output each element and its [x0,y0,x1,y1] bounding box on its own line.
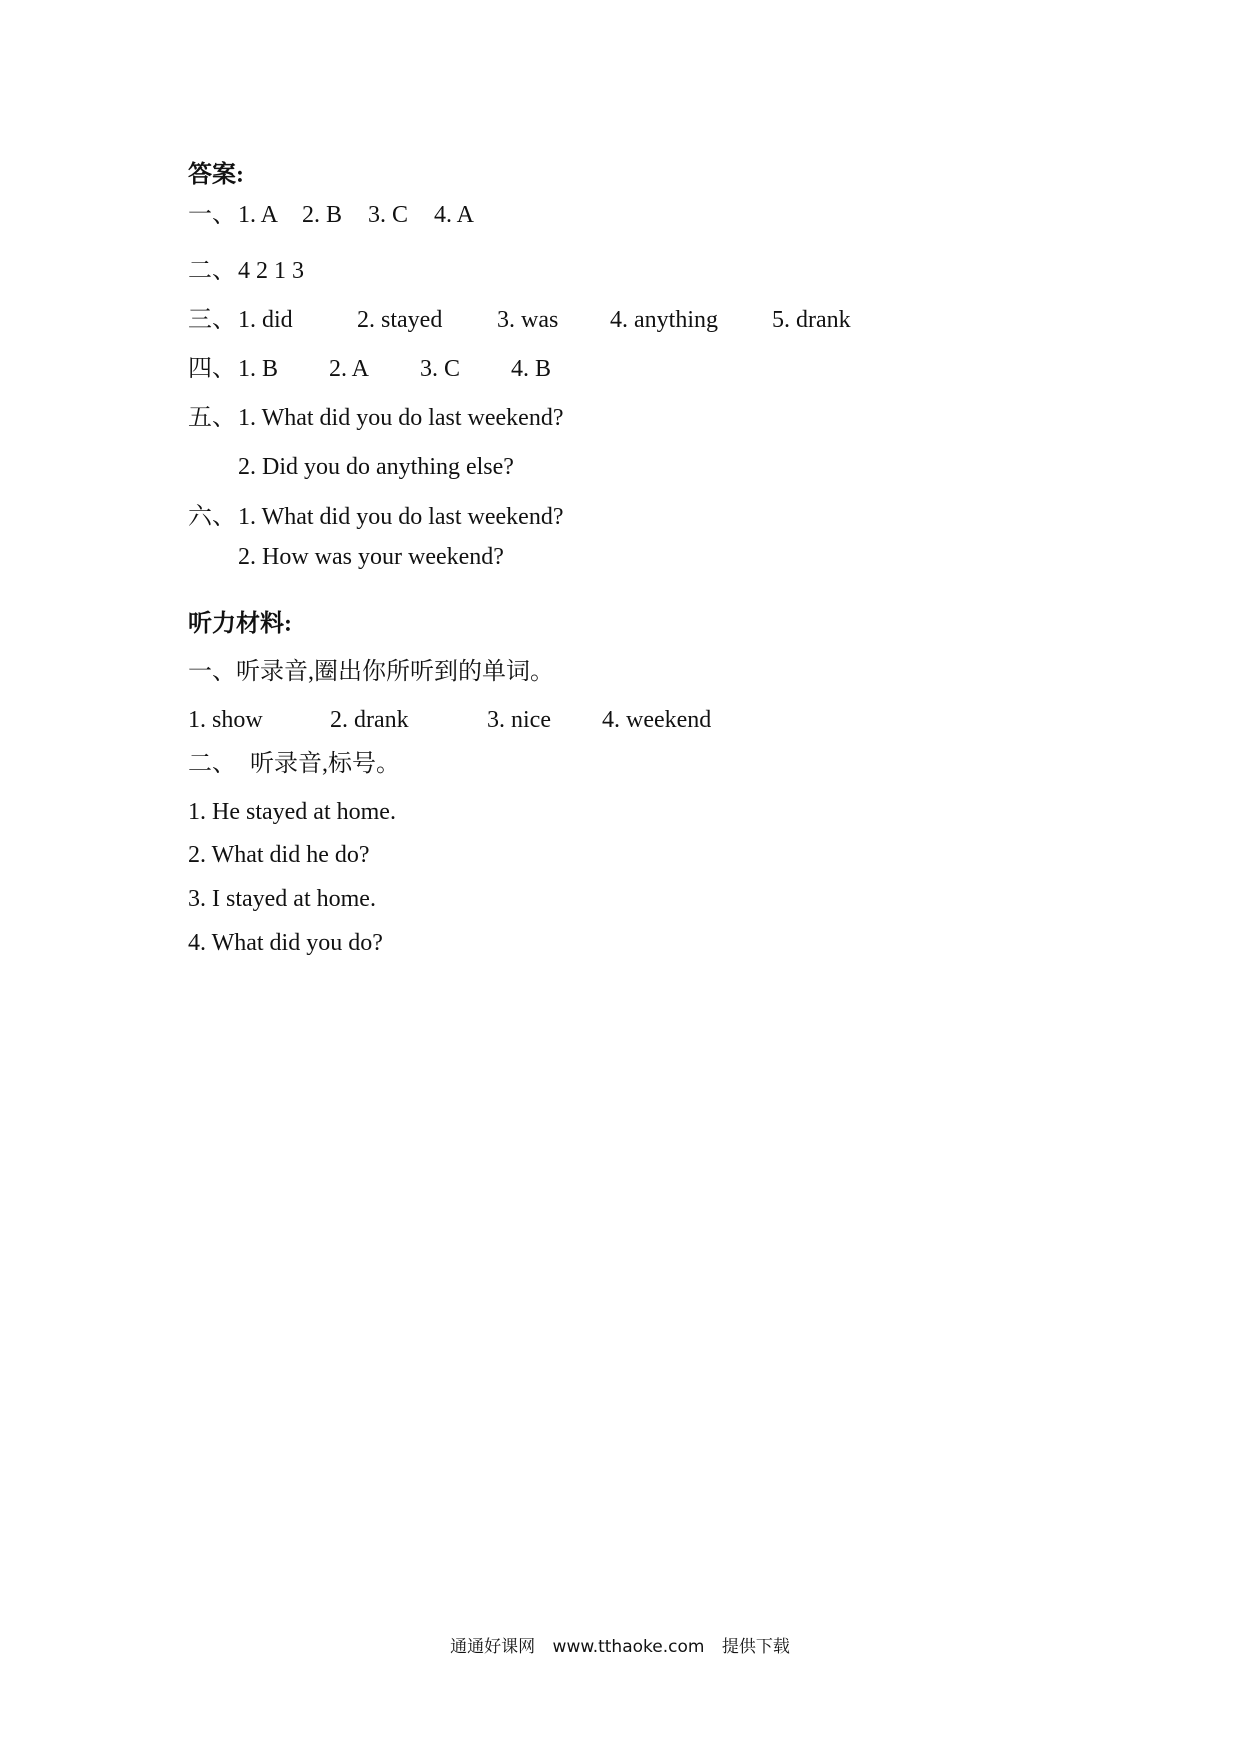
section-label: 四、 [188,356,236,382]
listening-line: 4. What did you do? [188,930,383,956]
answer-section-1 [188,200,474,230]
word-item: 3. nice [487,707,551,733]
footer-provide: 提供下载 [721,1637,790,1657]
answer-item: 3. C [420,356,461,382]
section-label: 五、 [188,405,236,431]
answer-section-6 [188,502,563,532]
word-item: 1. show [188,707,263,733]
answer-item: 4. anything [610,307,718,333]
section-label: 一、 [188,202,236,228]
answer-item: 5. drank [772,307,851,333]
section-label: 三、 [188,307,236,333]
answer-item: 1. B [238,356,279,382]
answers-heading: 答案: [188,162,244,188]
word-item: 2. drank [330,707,409,733]
answer-item: 3. C [368,202,409,228]
answer-item: 1. A [238,202,279,228]
section-label: 六、 [188,504,236,530]
listening-heading: 听力材料: [188,611,292,637]
listening-line: 1. He stayed at home. [188,799,396,825]
listening-part-1-title: 一、听录音,圈出你所听到的单词。 [188,659,554,685]
answer-section-2 [188,256,304,286]
answer-section-5 [188,403,563,433]
part-title: 听录音,标号。 [250,751,400,777]
answer-item: 1. did [238,307,293,333]
page-footer [0,1632,1240,1657]
answer-line: 2. Did you do anything else? [238,454,514,480]
footer-url[interactable]: www.tthaoke.com [552,1637,705,1657]
listening-part-2-title [188,749,400,779]
listening-part-1-words [188,705,711,735]
word-item: 4. weekend [602,707,712,733]
answer-line: 1. What did you do last weekend? [238,504,564,530]
answer-item: 3. was [497,307,559,333]
answer-item: 2. stayed [357,307,443,333]
answer-item: 2. B [302,202,343,228]
answer-line: 2. How was your weekend? [238,544,504,570]
section-label: 二、 [188,258,236,284]
answer-line: 1. What did you do last weekend? [238,405,564,431]
answer-item: 2. A [329,356,370,382]
answer-section-4 [188,354,551,384]
listening-line: 2. What did he do? [188,842,370,868]
footer-site-name: 通通好课网 [450,1637,536,1657]
answer-section-3 [188,305,851,335]
answer-item: 4 2 1 3 [238,258,304,284]
listening-line: 3. I stayed at home. [188,886,376,912]
answer-item: 4. B [511,356,552,382]
answer-item: 4. A [434,202,475,228]
section-label: 二、 [188,751,236,777]
